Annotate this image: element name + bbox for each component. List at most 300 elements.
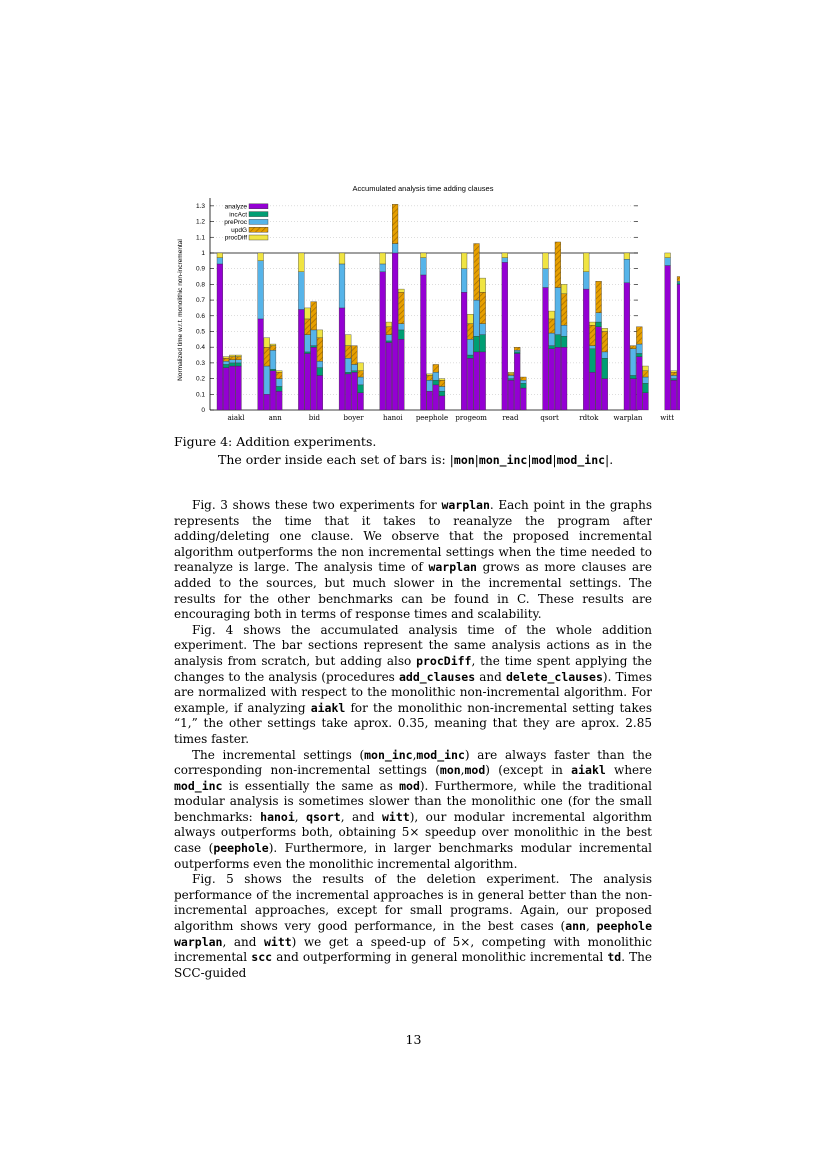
bar-segment-procDiff [427, 374, 433, 376]
bar-segment-analyze [311, 347, 317, 410]
bar-segment-updG [521, 377, 527, 380]
separator: | [449, 452, 454, 467]
y-tick-label: 0.9 [195, 265, 205, 273]
bar-segment-incAct [433, 380, 439, 385]
caption-line-2 [174, 451, 613, 469]
bar-segment-preProc [352, 364, 358, 370]
y-tick-label: 0.4 [195, 344, 205, 352]
bar-segment-preProc [298, 272, 304, 310]
bar-segment-analyze [561, 347, 567, 410]
bar-segment-procDiff [305, 308, 311, 319]
bar-segment-preProc [305, 335, 311, 352]
bar-segment-procDiff [590, 322, 596, 325]
bar-segment-incAct [555, 335, 561, 348]
bar-segment-analyze [358, 393, 364, 410]
figure-caption [174, 433, 613, 469]
bar-segment-incAct [386, 341, 392, 343]
bar-segment-updG [236, 357, 242, 360]
bar-segment-updG [317, 338, 323, 362]
text-run: ) (except in [485, 763, 572, 778]
bar-segment-updG [352, 346, 358, 365]
bar-segment-analyze [223, 368, 229, 410]
bar-segment-procDiff [229, 355, 235, 357]
bar-segment-analyze [392, 253, 398, 410]
bar-segment-analyze [555, 347, 561, 410]
bar-segment-analyze [305, 353, 311, 410]
text-run: Fig. 4 shows the accumulated analysis time of the whole addition experiment. The bar sections represent the same analysis actions as in the analysis from scratch, but adding also [174, 622, 652, 668]
bar-segment-preProc [630, 349, 636, 376]
bar-segment-analyze [398, 339, 404, 410]
text-run: , [412, 747, 417, 762]
legend-label: analyze [224, 203, 247, 211]
code-term: delete_clauses [505, 669, 603, 684]
bar-segment-analyze [467, 358, 473, 410]
legend-swatch [249, 227, 268, 232]
bar-segment-analyze [508, 380, 514, 410]
bar-segment-incAct [305, 352, 311, 354]
order-item: mod [531, 453, 553, 467]
bar-segment-preProc [386, 335, 392, 341]
code-term: procDiff [416, 653, 472, 668]
bar-segment-analyze [352, 372, 358, 410]
body-text [174, 498, 652, 981]
bar-segment-updG [386, 327, 392, 335]
bar-segment-updG [398, 292, 404, 323]
bar-segment-preProc [439, 386, 445, 391]
bar-segment-procDiff [467, 314, 473, 323]
bar-segment-preProc [433, 372, 439, 380]
bar-segment-procDiff [561, 284, 567, 293]
y-tick-label: 0.6 [195, 312, 205, 320]
bar-segment-updG [345, 346, 351, 359]
code-term: hanoi [260, 809, 295, 824]
bar-segment-preProc [549, 333, 555, 346]
code-term: mod_inc [174, 778, 223, 793]
text-run: , and [222, 934, 264, 949]
bar-segment-updG [555, 242, 561, 288]
code-term: td [607, 950, 622, 965]
bar-segment-preProc [624, 259, 630, 283]
text-run: and outperforming in general monolithic incremental [272, 950, 608, 965]
bar-segment-preProc [223, 361, 229, 364]
bar-segment-preProc [339, 264, 345, 308]
legend-label: incAct [229, 211, 247, 219]
order-item: mon [453, 453, 475, 467]
legend-label: preProc [224, 219, 247, 227]
bar-segment-preProc [671, 375, 677, 378]
bar-segment-incAct [345, 372, 351, 374]
bar-segment-procDiff [358, 363, 364, 371]
bar-segment-incAct [508, 379, 514, 381]
bar-segment-incAct [358, 385, 364, 393]
bar-segment-analyze [514, 353, 520, 410]
paragraph-3 [174, 748, 652, 873]
y-tick-label: 1.1 [195, 234, 205, 242]
bar-segment-analyze [345, 374, 351, 410]
bar-segment-analyze [480, 352, 486, 410]
y-tick-label: 0.2 [195, 375, 205, 383]
bar-segment-analyze [665, 266, 671, 410]
bar-segment-incAct [480, 335, 486, 352]
text-run: ) are always faster than the corresponding non-incremental settings ( [174, 747, 652, 778]
bar-segment-preProc [427, 380, 433, 391]
bar-segment-updG [549, 319, 555, 333]
legend-swatch [249, 235, 268, 240]
bar-segment-incAct [229, 363, 235, 366]
bar-segment-updG [590, 325, 596, 345]
bar-segment-updG [270, 346, 276, 351]
bar-segment-preProc [596, 313, 602, 322]
bar-segment-analyze [602, 379, 608, 410]
bar-chart [160, 180, 680, 428]
bar-segment-procDiff [549, 311, 555, 319]
bar-segment-incAct [352, 371, 358, 373]
legend-swatch [249, 212, 268, 217]
code-term: witt [263, 934, 292, 949]
bar-segment-analyze [433, 385, 439, 410]
text-run: , the time spent applying the changes to the analysis (procedures [174, 653, 652, 684]
text-run: ), our modular incremental algorithm always outperforms both, obtaining 5× speedup over monolithic in the best case ( [174, 809, 652, 856]
bar-segment-procDiff [317, 330, 323, 338]
bar-segment-updG [392, 204, 398, 243]
bar-segment-analyze [317, 375, 323, 410]
code-term: warplan [428, 560, 477, 575]
separator: | [474, 452, 479, 467]
bar-segment-updG [480, 292, 486, 323]
bar-segment-incAct [311, 346, 317, 348]
legend-label: updG [231, 226, 247, 234]
bar-segment-incAct [398, 330, 404, 339]
bar-segment-procDiff [421, 253, 427, 258]
bar-segment-procDiff [298, 253, 304, 272]
bar-segment-analyze [671, 380, 677, 410]
bar-segment-updG [643, 371, 649, 377]
bar-segment-procDiff [258, 253, 264, 261]
bar-segment-analyze [217, 264, 223, 410]
bar-segment-preProc [514, 350, 520, 352]
y-tick-label: 1.2 [195, 218, 205, 226]
bar-segment-incAct [630, 375, 636, 378]
order-item: mod_inc [556, 453, 606, 467]
x-tick-label: aiakl [227, 414, 245, 422]
bar-segment-procDiff [508, 372, 514, 374]
bar-segment-preProc [583, 272, 589, 289]
bar-segment-analyze [521, 388, 527, 410]
bar-segment-analyze [636, 357, 642, 410]
bar-segment-preProc [461, 269, 467, 293]
bar-segment-analyze [236, 366, 242, 410]
bar-segment-procDiff [398, 289, 404, 292]
bar-segment-preProc [508, 375, 514, 378]
text-run: grows as more clauses are added to the sources, but much slower in the incremental settings. The results for the other benchmarks can be found in C. These results are encouraging both in terms of response times and scalability. [174, 560, 653, 622]
bar-segment-procDiff [480, 278, 486, 292]
bar-segment-preProc [258, 261, 264, 319]
text-run: . The SCC-guided [174, 950, 652, 980]
bar-segment-incAct [270, 369, 276, 371]
bar-segment-analyze [258, 319, 264, 410]
bar-segment-procDiff [386, 322, 392, 327]
bar-segment-updG [467, 324, 473, 340]
y-tick-label: 0 [201, 407, 205, 414]
bar-segment-incAct [521, 383, 527, 388]
code-term: qsort [306, 809, 341, 824]
bar-segment-analyze [298, 309, 304, 410]
text-run: , [294, 809, 307, 824]
code-term: peephole [596, 919, 652, 934]
caption-line-1: Figure 4: Addition experiments. [174, 434, 377, 449]
text-run: ). Times are normalized with respect to the monolithic non-incremental algorithm. For example, if analyzing [174, 669, 653, 715]
bar-segment-preProc [317, 361, 323, 367]
code-term: aiakl [310, 700, 346, 715]
x-tick-label: qsort [540, 414, 559, 422]
bar-segment-updG [561, 294, 567, 325]
code-term: peephole [213, 841, 269, 856]
bar-segment-preProc [521, 380, 527, 383]
y-tick-label: 0.5 [195, 328, 205, 336]
bar-segment-preProc [555, 288, 561, 335]
paragraph-1 [174, 498, 652, 623]
code-term: scc [251, 950, 273, 965]
bar-segment-updG [677, 277, 680, 282]
bar-segment-preProc [229, 360, 235, 363]
x-tick-label: hanoi [382, 414, 403, 422]
code-term: mon_inc [364, 747, 413, 762]
bar-segment-analyze [583, 289, 589, 410]
bar-segment-analyze [677, 284, 680, 410]
bar-segment-analyze [270, 371, 276, 410]
bar-segment-preProc [665, 258, 671, 266]
bar-segment-incAct [474, 336, 480, 352]
bar-segment-preProc [474, 300, 480, 336]
bar-segment-preProc [467, 339, 473, 355]
legend-swatch [249, 219, 268, 224]
caption-order-list [450, 452, 614, 467]
order-item: mon_inc [478, 453, 528, 467]
bar-segment-updG [596, 281, 602, 312]
code-term: aiakl [571, 763, 606, 778]
bar-segment-preProc [236, 360, 242, 363]
bar-segment-incAct [317, 368, 323, 376]
bar-segment-incAct [596, 322, 602, 327]
y-tick-label: 0.1 [195, 391, 205, 399]
bar-segment-preProc [543, 269, 549, 288]
bar-segment-preProc [590, 346, 596, 349]
bar-segment-updG [305, 319, 311, 335]
bar-segment-incAct [677, 283, 680, 285]
text-run: , [585, 919, 597, 934]
bar-segment-updG [439, 380, 445, 386]
bar-segment-incAct [223, 364, 229, 367]
bar-segment-preProc [345, 358, 351, 372]
bar-segment-analyze [380, 272, 386, 410]
bar-segment-analyze [427, 391, 433, 410]
bar-segment-analyze [264, 394, 270, 410]
bar-segment-procDiff [665, 253, 671, 258]
bar-segment-updG [474, 244, 480, 301]
bar-segment-preProc [421, 258, 427, 275]
text-run: is essentially the same as [222, 778, 400, 793]
text-run: and [475, 669, 506, 684]
bar-segment-procDiff [602, 328, 608, 331]
text-run: ) we get a speed-up of 5×, competing with monolithic incremental [174, 934, 653, 965]
bar-segment-procDiff [643, 366, 649, 371]
x-tick-label: peephole [415, 414, 449, 422]
legend-label: procDiff [224, 234, 247, 242]
bar-segment-preProc [561, 325, 567, 336]
bar-segment-updG [671, 372, 677, 375]
bar-segment-incAct [467, 355, 473, 358]
y-tick-label: 0.7 [195, 297, 205, 305]
bar-segment-analyze [474, 352, 480, 410]
bar-segment-updG [433, 364, 439, 372]
x-tick-label: bid [308, 414, 321, 422]
bar-segment-incAct [549, 346, 555, 349]
bar-segment-preProc [643, 377, 649, 383]
bar-segment-incAct [671, 379, 677, 381]
text-run: for the monolithic non-incremental setting takes “1,” the other settings take aprox. 0.35, meaning that they are aprox. 2.85 times faster. [174, 700, 652, 746]
text-run: The incremental settings ( [192, 747, 365, 762]
code-term: witt [381, 809, 410, 824]
y-tick-label: 1 [201, 249, 205, 257]
bar-segment-analyze [630, 379, 636, 410]
bar-segment-procDiff [543, 253, 549, 269]
x-tick-label: rdtok [579, 414, 599, 422]
bar-segment-preProc [502, 258, 508, 263]
bar-segment-updG [427, 375, 433, 380]
caption-order-intro: The order inside each set of bars is: [218, 452, 450, 467]
text-run: where [605, 763, 652, 778]
y-axis-label: Normalized time w.r.t. monolithic non-incremental [177, 239, 184, 381]
bar-segment-analyze [624, 283, 630, 410]
bar-segment-procDiff [624, 253, 630, 259]
bar-segment-preProc [217, 258, 223, 264]
code-term: ann [565, 919, 586, 934]
separator: | [552, 452, 557, 467]
text-run: ). Furthermore, in larger benchmarks modular incremental outperforms even the monolithic incremental algorithm. [174, 841, 653, 871]
separator: | [527, 452, 532, 467]
code-term: warplan [174, 934, 223, 949]
bar-segment-procDiff [264, 338, 270, 347]
bar-segment-analyze [549, 349, 555, 410]
bar-segment-incAct [236, 363, 242, 366]
bar-segment-incAct [636, 353, 642, 356]
bar-segment-incAct [439, 391, 445, 396]
bar-segment-updG [276, 372, 282, 378]
bar-segment-preProc [636, 344, 642, 353]
text-run: , [460, 763, 465, 778]
bar-segment-updG [264, 347, 270, 366]
bar-segment-procDiff [339, 253, 345, 264]
period: . [609, 452, 614, 467]
bar-segment-procDiff [583, 253, 589, 272]
bar-segment-incAct [590, 349, 596, 373]
bar-segment-analyze [229, 366, 235, 410]
bar-segment-procDiff [380, 253, 386, 264]
bar-segment-preProc [358, 377, 364, 385]
bar-segment-incAct [602, 358, 608, 378]
page-number: 13 [405, 1032, 422, 1047]
y-tick-label: 0.8 [195, 281, 205, 289]
bar-segment-procDiff [439, 379, 445, 381]
bar-segment-analyze [339, 308, 345, 410]
x-tick-label: ann [268, 414, 282, 422]
bar-segment-procDiff [461, 253, 467, 269]
code-term: mod_inc [416, 747, 465, 762]
bar-segment-updG [514, 347, 520, 350]
bar-segment-analyze [502, 262, 508, 410]
bar-segment-preProc [677, 281, 680, 283]
bar-segment-updG [508, 374, 514, 376]
text-run: Fig. 3 shows these two experiments for [192, 498, 442, 512]
bar-segment-procDiff [502, 253, 508, 258]
x-tick-label: boyer [343, 414, 364, 422]
bar-segment-incAct [514, 352, 520, 354]
code-term: mod [464, 763, 486, 778]
code-term: warplan [441, 498, 490, 512]
bar-segment-updG [636, 327, 642, 344]
y-tick-label: 1.3 [195, 202, 205, 210]
bar-segment-preProc [392, 244, 398, 253]
bar-segment-incAct [561, 336, 567, 347]
bar-segment-procDiff [671, 371, 677, 373]
bar-segment-procDiff [236, 355, 242, 357]
bar-segment-updG [630, 346, 636, 349]
text-run: ). Furthermore, while the traditional modular analysis is sometimes slower than the monolithic one (for the small benchmarks: [174, 778, 652, 824]
bar-segment-procDiff [270, 344, 276, 346]
bar-segment-analyze [439, 396, 445, 410]
bar-segment-analyze [386, 342, 392, 410]
code-term: add_clauses [398, 669, 476, 684]
bar-segment-preProc [270, 350, 276, 369]
paragraph-4 [174, 872, 652, 981]
bar-segment-preProc [264, 366, 270, 394]
text-run: , and [340, 809, 382, 824]
bar-segment-analyze [461, 292, 467, 410]
bar-segment-updG [602, 331, 608, 351]
bar-segment-updG [229, 357, 235, 360]
bar-segment-preProc [398, 324, 404, 330]
bar-segment-procDiff [345, 335, 351, 346]
bar-segment-analyze [643, 393, 649, 410]
bar-segment-procDiff [276, 371, 282, 373]
bar-segment-analyze [276, 391, 282, 410]
bar-segment-procDiff [217, 253, 223, 258]
bar-segment-incAct [643, 383, 649, 392]
y-tick-label: 0.3 [195, 359, 205, 367]
bar-segment-updG [223, 358, 229, 361]
bar-segment-updG [311, 302, 317, 330]
code-term: mod [399, 778, 420, 793]
bar-segment-incAct [276, 386, 282, 391]
separator: | [605, 452, 610, 467]
bar-segment-analyze [421, 275, 427, 410]
legend-swatch [249, 204, 268, 209]
code-term: mon [439, 763, 461, 778]
x-tick-label: read [502, 414, 519, 422]
bar-segment-analyze [590, 372, 596, 410]
paragraph-2 [174, 623, 652, 748]
bar-segment-analyze [596, 327, 602, 410]
bar-segment-preProc [380, 264, 386, 272]
bar-segment-procDiff [223, 357, 229, 359]
x-tick-label: witt [660, 414, 675, 422]
bar-segment-preProc [480, 324, 486, 335]
bar-segment-preProc [276, 379, 282, 387]
x-tick-label: progeom [455, 414, 487, 422]
x-tick-label: warplan [613, 414, 643, 422]
bar-segment-preProc [311, 330, 317, 346]
text-run: . Each point in the graphs represents the time that it takes to reanalyze the program after adding/deleting one clause. We observe that the proposed incremental algorithm outperforms the non incremental settings when the time needed to reanalyze is large. The analysis time of [174, 498, 652, 575]
